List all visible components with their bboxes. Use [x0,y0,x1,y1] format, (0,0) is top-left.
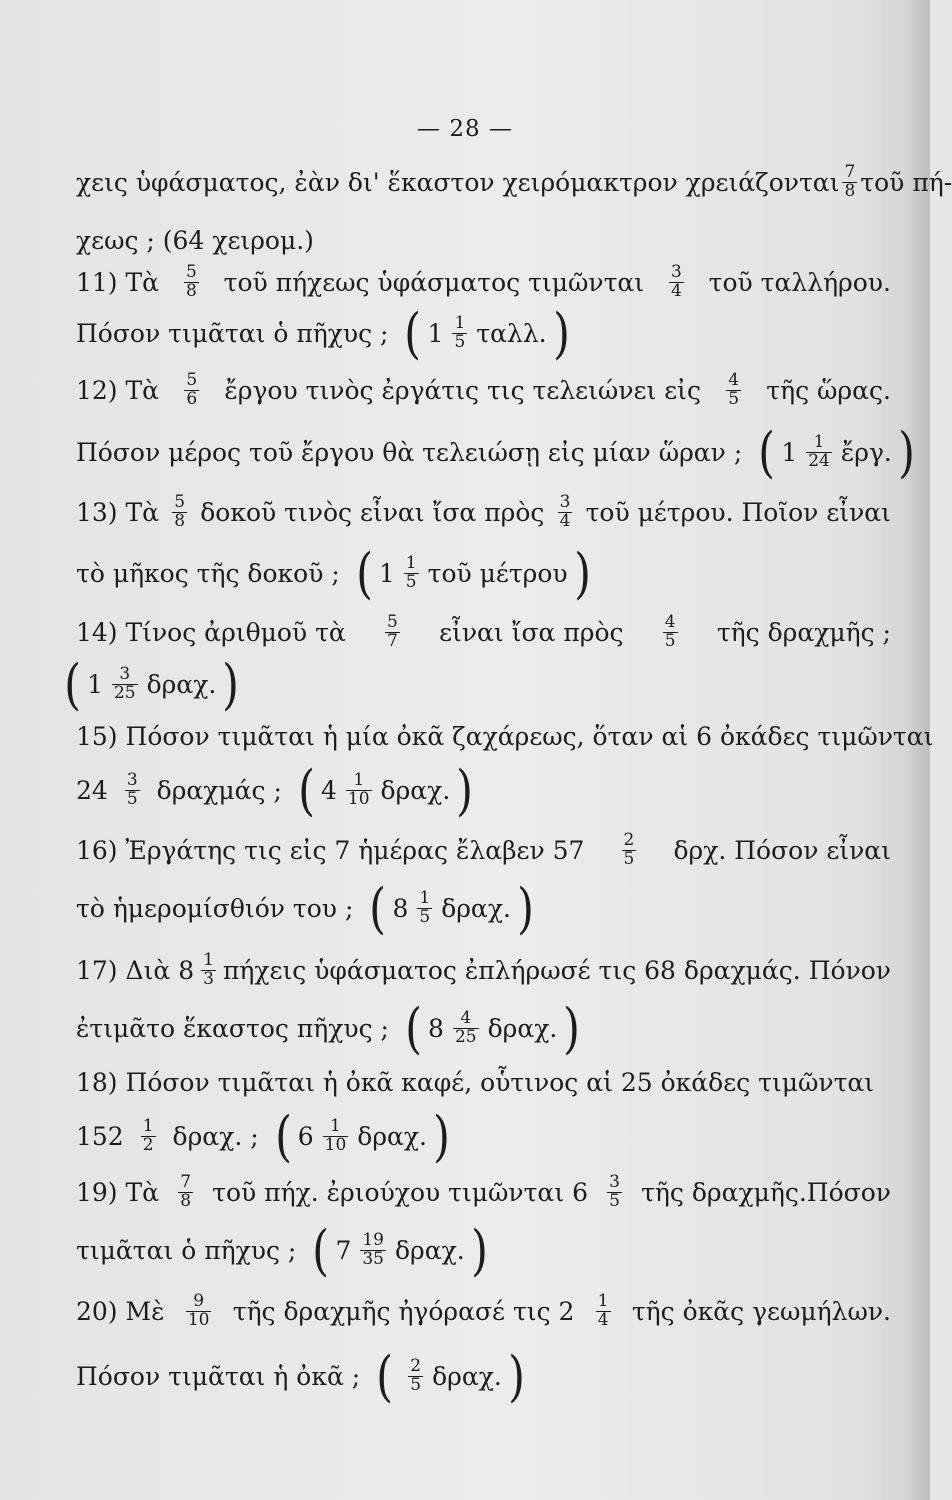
answer-parenthesis: ( 8 $\frac{4}{25}$ δραχ. ) [403,997,582,1060]
text-segment: τοῦ ταλλήρου. [708,267,891,297]
answer-parenthesis: ( 1 $\frac{1}{5}$ τοῦ μέτρου ) [354,542,593,605]
fraction: $\frac{7}{8}$ [844,161,856,201]
fraction: $\frac{5}{8}$ [185,261,197,301]
fraction: $\frac{7}{8}$ [180,1171,192,1211]
text-segment: χεως ; (64 χειρομ.) [76,225,314,255]
answer-parenthesis: ( 1 $\frac{3}{25}$ δραχ. ) [62,653,241,716]
text-segment: ἐτιμᾶτο ἕκαστος πῆχυς ; [76,1013,389,1043]
fraction: $\frac{9}{10}$ [187,1290,210,1330]
text-line [76,708,934,764]
text-segment: 11) Τὰ [76,267,160,297]
fraction: $\frac{5}{7}$ [387,611,398,651]
text-segment: δραχμάς ; [156,775,282,805]
text-segment: δραχ. ; [172,1121,259,1151]
text-segment: τοῦ πή- [860,167,952,197]
fraction: $\frac{3}{5}$ [126,769,138,809]
text-line [76,1348,891,1404]
text-segment: τῆς δραχμῆς ἠγόρασέ τις 2 [232,1296,575,1326]
text-segment: 15) Πόσον τιμᾶται ἡ μία ὀκᾶ ζαχάρεως, ὅταν αἱ 6 ὀκάδες τιμῶνται [76,721,934,751]
page-number: — 28 — [417,116,513,142]
text-line [76,880,891,936]
text-segment: 20) Μὲ [76,1296,165,1326]
fraction: $\frac{3}{5}$ [609,1171,620,1211]
fraction: $\frac{3}{4}$ [670,261,682,301]
text-segment: τιμᾶται ὁ πῆχυς ; [76,1235,297,1265]
text-line [76,1000,891,1056]
fraction: $\frac{3}{4}$ [559,491,571,531]
fraction: $\frac{1}{2}$ [142,1115,154,1155]
text-line [62,656,877,712]
text-segment: τῆς δραχμῆς.Πόσον [641,1177,891,1207]
text-segment: Πόσον τιμᾶται ὁ πῆχυς ; [76,318,389,348]
text-segment: τὸ ἡμερομίσθιόν του ; [76,893,354,923]
text-segment: Πόσον τιμᾶται ἡ ὀκᾶ ; [76,1361,361,1391]
fraction: $\frac{5}{6}$ [186,369,198,409]
text-line [76,1108,891,1164]
answer-parenthesis: ( 8 $\frac{1}{5}$ δραχ. ) [367,877,536,940]
text-line [76,942,891,998]
text-line [76,1054,891,1110]
text-segment: χεις ὑφάσματος, ἐὰν δι' ἕκαστον χειρόμακτρον χρειάζονται [76,167,840,197]
text-segment: 24 [76,775,108,805]
text-segment: πήχεις ὑφάσματος ἐπλήρωσέ τις 68 δραχμάς. Πόνον [222,955,891,985]
fraction: $\frac{4}{5}$ [728,369,740,409]
text-segment: τοῦ πήχ. ἐριούχου τιμῶνται 6 [212,1177,588,1207]
text-segment: τῆς δραχμῆς ; [716,617,891,647]
text-segment: ἔργου τινὸς ἐργάτις τις τελειώνει εἰς [224,375,701,405]
answer-parenthesis: ( $\frac{2}{5}$ δραχ. ) [374,1345,527,1408]
text-line [76,1164,891,1220]
text-segment: 13) Τὰ [76,497,160,527]
text-line [76,424,891,480]
text-segment: 19) Τὰ [76,1177,160,1207]
text-line [76,822,891,878]
text-line [76,545,891,601]
text-segment: δοκοῦ τινὸς εἶναι ἴσα πρὸς [200,497,545,527]
text-segment: 152 [76,1121,124,1151]
text-segment: τοῦ πήχεως ὑφάσματος τιμῶνται [223,267,645,297]
fraction: $\frac{1}{3}$ [203,949,214,989]
answer-parenthesis: ( 6 $\frac{1}{10}$ δραχ. ) [273,1105,452,1168]
text-line [76,305,891,361]
text-segment: 18) Πόσον τιμᾶται ἡ ὀκᾶ καφέ, οὗτινος αἱ 25 ὀκάδες τιμῶνται [76,1067,875,1097]
text-line [76,762,891,818]
fraction: $\frac{2}{5}$ [623,829,635,869]
text-line [76,484,891,540]
text-line [76,154,952,210]
text-segment: 17) Διὰ 8 [76,955,195,985]
text-segment: 12) Τὰ [76,375,160,405]
text-segment: τοῦ μέτρου. Ποῖον εἶναι [585,497,891,527]
text-segment: τῆς ὥρας. [766,375,891,405]
answer-parenthesis: ( 4 $\frac{1}{10}$ δραχ. ) [296,759,475,822]
text-segment: τὸ μῆκος τῆς δοκοῦ ; [76,558,340,588]
text-segment: 16) Ἐργάτης τις εἰς 7 ἡμέρας ἔλαβεν 57 [76,835,585,865]
fraction: $\frac{1}{4}$ [597,1290,609,1330]
text-segment: 14) Τίνος ἀριθμοῦ τὰ [76,617,346,647]
text-line [76,1222,891,1278]
text-segment: τῆς ὀκᾶς γεωμήλων. [631,1296,891,1326]
text-segment: δρχ. Πόσον εἶναι [673,835,891,865]
answer-parenthesis: ( 1 $\frac{1}{5}$ ταλλ. ) [402,302,571,365]
text-segment: εἶναι ἴσα πρὸς [439,617,624,647]
text-segment: Πόσον μέρος τοῦ ἔργου θὰ τελειώσῃ εἰς μίαν ὥραν ; [76,437,743,467]
text-line [76,1283,891,1339]
text-line [76,362,891,418]
answer-parenthesis: ( 1 $\frac{1}{24}$ ἔργ. ) [756,421,917,484]
fraction: $\frac{4}{5}$ [664,611,676,651]
fraction: $\frac{5}{8}$ [174,491,186,531]
answer-parenthesis: ( 7 $\frac{19}{35}$ δραχ. ) [310,1219,489,1282]
